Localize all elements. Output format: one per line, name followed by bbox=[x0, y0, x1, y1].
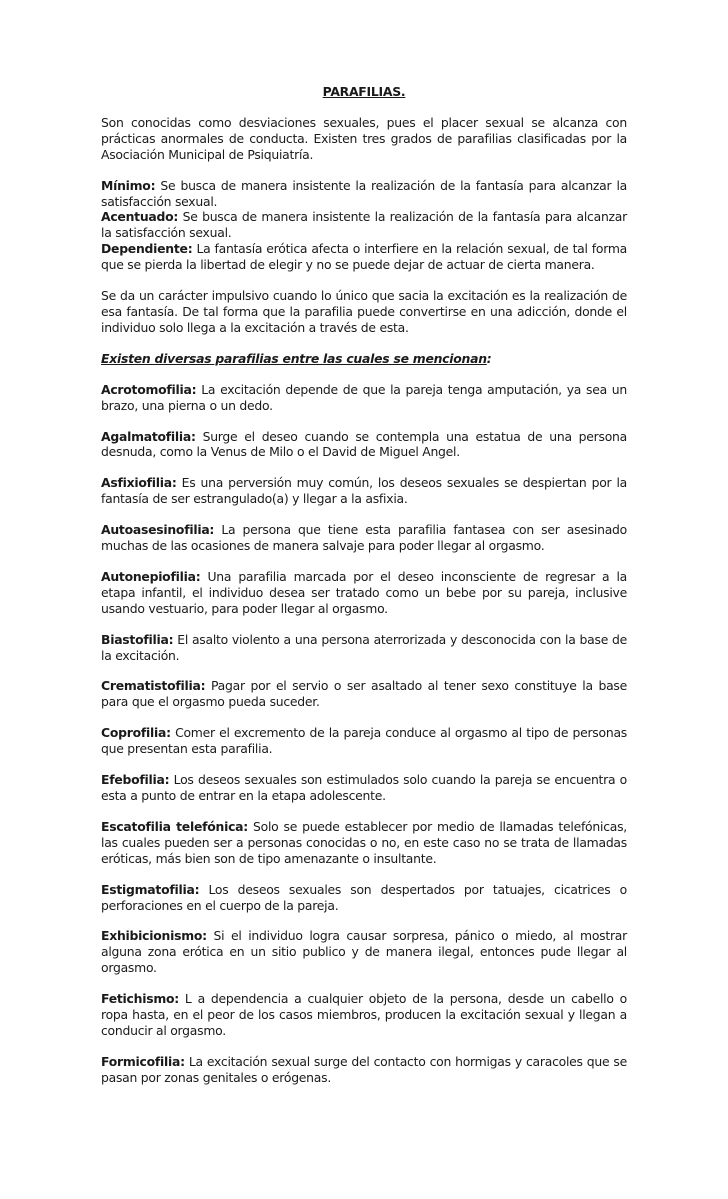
level-item bbox=[101, 241, 627, 273]
entry-text: La excitación depende de que la pareja tenga amputación, ya sea un brazo, una pierna o un dedo. bbox=[101, 381, 627, 413]
paraphilia-entry bbox=[101, 382, 627, 414]
entry-term: Formicofilia: bbox=[101, 1053, 185, 1069]
entry-term: Biastofilia: bbox=[101, 631, 174, 647]
entry-text: El asalto violento a una persona aterrorizada y desconocida con la base de la excitación. bbox=[101, 631, 627, 663]
subheading-colon: : bbox=[486, 350, 492, 366]
paraphilia-list bbox=[101, 382, 627, 1086]
entry-text: Surge el deseo cuando se contempla una estatua de una persona desnuda, como la Venus de Milo o el David de Miguel Angel. bbox=[101, 428, 627, 460]
paraphilia-entry bbox=[101, 678, 627, 710]
paraphilia-entry bbox=[101, 1054, 627, 1086]
entry-term: Escatofilia telefónica: bbox=[101, 818, 248, 834]
level-term: Mínimo: bbox=[101, 177, 156, 193]
entry-text: Comer el excremento de la pareja conduce al orgasmo al tipo de personas que presentan esta parafilia. bbox=[101, 725, 627, 757]
level-term: Acentuado: bbox=[101, 209, 179, 225]
level-text: Se busca de manera insistente la realización de la fantasía para alcanzar la satisfacción sexual. bbox=[101, 177, 627, 209]
paraphilia-entry bbox=[101, 725, 627, 757]
entry-text: L a dependencia a cualquier objeto de la persona, desde un cabello o ropa hasta, en el peor de los casos miembros, producen la excitación sexual y llegan a conducir al orgasmo. bbox=[101, 991, 627, 1038]
intro-paragraph: Son conocidas como desviaciones sexuales, pues el placer sexual se alcanza con prácticas anormales de conducta. Existen tres grados de parafilias clasificadas por la Asociación Municipal de Psiquiatría. bbox=[101, 114, 627, 162]
entry-term: Agalmatofilia: bbox=[101, 428, 196, 444]
document-page bbox=[101, 84, 627, 1101]
level-item bbox=[101, 209, 627, 241]
entry-text: Una parafilia marcada por el deseo inconsciente de regresar a la etapa infantil, el individuo desea ser tratado como un bebe por su pareja, inclusive usando vestuario, para poder llegar al orgasmo. bbox=[101, 568, 627, 616]
entry-term: Fetichismo: bbox=[101, 991, 179, 1007]
entry-term: Autoasesinofilia: bbox=[101, 522, 215, 538]
impulsive-paragraph: Se da un carácter impulsivo cuando lo único que sacia la excitación es la realización de esa fantasía. De tal forma que la parafilia puede convertirse en una adicción, donde el individuo solo llega a la excitación a través de esta. bbox=[101, 288, 627, 335]
entry-text: Pagar por el servio o ser asaltado al tener sexo constituye la base para que el orgasmo pueda suceder. bbox=[101, 678, 627, 710]
paraphilia-entry bbox=[101, 928, 627, 976]
document-title: PARAFILIAS. bbox=[322, 84, 406, 99]
level-text: La fantasía erótica afecta o interfiere en la relación sexual, de tal forma que se pierda la libertad de elegir y no se puede dejar de actuar de cierta manera. bbox=[101, 241, 627, 273]
level-item bbox=[101, 178, 627, 210]
entry-term: Crematistofilia: bbox=[101, 678, 206, 694]
entry-text: Los deseos sexuales son estimulados solo cuando la pareja se encuentra o esta a punto de entrar en la etapa adolescente. bbox=[101, 772, 627, 803]
entry-text: Solo se puede establecer por medio de llamadas telefónicas, las cuales pueden ser a personas conocidas o no, en este caso no se trata de llamadas eróticas, más bien son de tipo amenazante o insultante. bbox=[101, 818, 627, 866]
entry-text: La excitación sexual surge del contacto con hormigas y caracoles que se pasan por zonas genitales o erógenas. bbox=[101, 1053, 627, 1085]
paraphilia-entry bbox=[101, 772, 627, 804]
entry-text: Si el individuo logra causar sorpresa, pánico o miedo, al mostrar alguna zona erótica en un sitio publico y de manera ilegal, entonces pude llegar al orgasmo. bbox=[101, 928, 627, 976]
entry-term: Autonepiofilia: bbox=[101, 568, 201, 584]
entry-term: Estigmatofilia: bbox=[101, 881, 200, 897]
paraphilia-entry bbox=[101, 991, 627, 1039]
severity-levels bbox=[101, 178, 627, 273]
paraphilia-entry bbox=[101, 632, 627, 664]
entry-term: Exhibicionismo: bbox=[101, 928, 207, 944]
paraphilia-entry bbox=[101, 475, 627, 507]
entry-term: Efebofilia: bbox=[101, 772, 170, 788]
entry-text: La persona que tiene esta parafilia fantasea con ser asesinado muchas de las ocasiones de manera salvaje para poder llegar al orgasmo. bbox=[101, 522, 627, 554]
paraphilia-entry bbox=[101, 522, 627, 554]
paraphilia-entry bbox=[101, 882, 627, 914]
entry-term: Coprofilia: bbox=[101, 725, 171, 741]
entry-term: Asfixiofilia: bbox=[101, 475, 177, 491]
paraphilia-entry bbox=[101, 819, 627, 867]
level-term: Dependiente: bbox=[101, 241, 193, 257]
paraphilia-entry bbox=[101, 569, 627, 617]
entry-text: Es una perversión muy común, los deseos sexuales se despiertan por la fantasía de ser estrangulado(a) y llegar a la asfixia. bbox=[101, 475, 627, 507]
list-subheading bbox=[101, 351, 627, 367]
paraphilia-entry bbox=[101, 429, 627, 461]
entry-term: Acrotomofilia: bbox=[101, 381, 197, 397]
entry-text: Los deseos sexuales son despertados por tatuajes, cicatrices o perforaciones en el cuerpo de la pareja. bbox=[101, 881, 627, 913]
level-text: Se busca de manera insistente la realización de la fantasía para alcanzar la satisfacción sexual. bbox=[101, 209, 627, 241]
subheading-text: Existen diversas parafilias entre las cuales se mencionan bbox=[101, 350, 487, 366]
